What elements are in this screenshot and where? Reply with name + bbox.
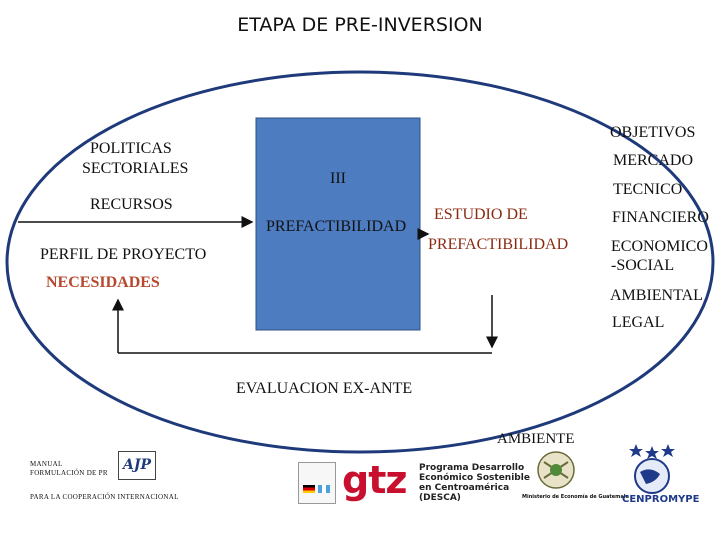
manual-line2: FORMULACIÓN DE PR [30, 469, 108, 477]
ajp-logo: AJP [118, 451, 156, 480]
item-ambiental: AMBIENTAL [610, 287, 703, 304]
cenpromype-label: CENPROMYPE [622, 494, 700, 505]
estudio-line2: PREFACTIBILIDAD [428, 236, 569, 253]
item-social: -SOCIAL [611, 257, 675, 274]
item-mercado: MERCADO [613, 152, 694, 169]
guatemala-emblem-icon [298, 462, 336, 504]
gtz-logo: gtz [342, 458, 407, 502]
necesidades-label: NECESIDADES [46, 274, 160, 291]
sectoriales-label: SECTORIALES [82, 160, 189, 177]
desca-line4: (DESCA) [419, 493, 461, 503]
politicas-label: POLITICAS [90, 140, 172, 157]
item-economico: ECONOMICO [611, 238, 708, 255]
ministerio-label: Ministerio de Economía de Guatemala [522, 494, 629, 500]
cooperacion-label: PARA LA COOPERACIÓN INTERNACIONAL [30, 493, 179, 501]
cenpromype-logo-icon [616, 442, 688, 494]
manual-line1: MANUAL [30, 460, 63, 468]
desca-line2: Económico Sostenible [419, 473, 530, 483]
item-tecnico: TECNICO [613, 181, 683, 198]
item-financiero: FINANCIERO [612, 209, 709, 226]
recursos-label: RECURSOS [90, 196, 173, 213]
desca-line1: Programa Desarrollo [419, 463, 525, 473]
desca-line3: en Centroamérica [419, 483, 510, 493]
item-objetivos: OBJETIVOS [610, 124, 696, 141]
roman-numeral: III [330, 170, 346, 187]
estudio-line1: ESTUDIO DE [434, 206, 528, 223]
ministerio-emblem-icon [530, 448, 582, 492]
evaluacion-label: EVALUACION EX-ANTE [236, 380, 413, 397]
ambiente-label: AMBIENTE [497, 431, 575, 447]
item-legal: LEGAL [612, 314, 665, 331]
box-label: PREFACTIBILIDAD [266, 218, 407, 235]
perfil-label: PERFIL DE PROYECTO [40, 246, 207, 263]
page-title: ETAPA DE PRE-INVERSION [237, 14, 483, 36]
